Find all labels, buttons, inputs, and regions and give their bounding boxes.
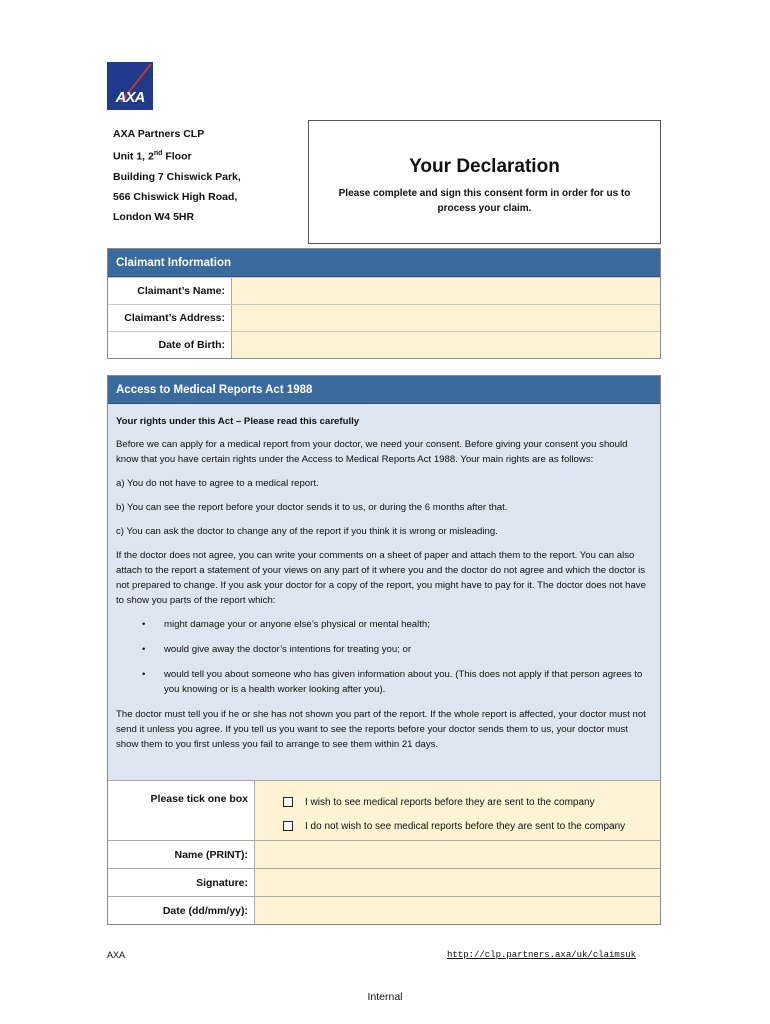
address-line-5: London W4 5HR [113, 210, 195, 223]
see-reports-checkbox[interactable] [283, 797, 293, 807]
list-item [116, 667, 652, 697]
name-print-row [108, 840, 660, 868]
list-item-text: would give away the doctor’s intentions for treating you; or [164, 644, 412, 655]
declaration-subtitle: Please complete and sign this consent form in order for us to process your claim. [338, 188, 631, 214]
list-item-text: might damage your or anyone else’s physical or mental health; [164, 619, 430, 630]
claimant-address-field[interactable] [231, 305, 660, 331]
signature-label: Signature: [108, 869, 254, 896]
claimant-information-section [107, 248, 661, 359]
act-paragraph-2: If the doctor does not agree, you can write your comments on a sheet of paper and attach them to the report. You can also attach to the report a statement of your views on any part of it where you and the doctor do not agree and which the doctor is not prepared to change. If you ask your doctor for a copy of the report, you might have to pay for it. The doctor does not have to show you parts of the report which: [116, 550, 646, 606]
footer-company: AXA [107, 950, 126, 960]
name-print-field[interactable] [254, 841, 660, 868]
date-of-birth-label: Date of Birth: [108, 332, 231, 358]
logo-text: AXA [115, 89, 145, 106]
right-b: b) You can see the report before your doctor sends it to us, or during the 6 months after that. [116, 502, 508, 513]
address-line-2-sup: nd [153, 150, 163, 157]
list-item [116, 617, 652, 632]
claimant-address-row [108, 304, 660, 331]
company-address [113, 124, 241, 227]
exceptions-list [116, 617, 652, 697]
medical-reports-act-section [107, 375, 661, 925]
tick-box-row [108, 780, 660, 840]
address-line-1: AXA Partners CLP [113, 128, 205, 140]
act-paragraph-1: Before we can apply for a medical report from your doctor, we need your consent. Before giving your consent you should know that you have certain rights under the Access to Medical Reports Act 1988. Your main rights are as follows: [116, 439, 628, 465]
address-line-2-text: Unit 1, 2 [113, 150, 154, 163]
signature-field[interactable] [254, 869, 660, 896]
claimant-address-label: Claimant’s Address: [108, 305, 231, 331]
classification-label: Internal [367, 991, 403, 1003]
list-item-text: would tell you about someone who has given information about you. (This does not apply if that person agrees to you knowing or is a health worker looking after you). [164, 669, 643, 695]
list-item [116, 642, 652, 657]
not-see-reports-checkbox[interactable] [283, 821, 293, 831]
claimant-section-header: Claimant Information [108, 249, 660, 277]
tick-box-label: Please tick one box [108, 781, 254, 840]
date-of-birth-row [108, 331, 660, 358]
claimant-name-row [108, 277, 660, 304]
date-of-birth-field[interactable] [231, 332, 660, 358]
date-field[interactable] [254, 897, 660, 924]
address-line-3: Building 7 Chiswick Park, [113, 170, 241, 183]
act-subheading: Your rights under this Act – Please read this carefully [116, 416, 360, 427]
name-print-label: Name (PRINT): [108, 841, 254, 868]
address-line-2 [113, 144, 241, 167]
date-label: Date (dd/mm/yy): [108, 897, 254, 924]
option-not-see-reports[interactable] [255, 814, 660, 838]
claimant-name-label: Claimant’s Name: [108, 278, 231, 304]
bullet-icon: • [142, 644, 146, 655]
option-see-reports[interactable] [255, 790, 660, 814]
declaration-box [308, 120, 661, 244]
declaration-title: Your Declaration [409, 156, 560, 177]
act-section-body [108, 404, 660, 780]
tick-box-options [254, 781, 660, 840]
address-line-4: 566 Chiswick High Road, [113, 190, 238, 203]
bullet-icon: • [142, 619, 146, 630]
axa-logo [107, 62, 153, 110]
right-a: a) You do not have to agree to a medical report. [116, 478, 319, 489]
footer-url-link[interactable]: http://clp.partners.axa/uk/claimsuk [447, 950, 637, 960]
date-row [108, 896, 660, 924]
bullet-icon: • [142, 669, 146, 680]
act-section-header: Access to Medical Reports Act 1988 [108, 376, 660, 404]
right-c: c) You can ask the doctor to change any of the report if you think it is wrong or misleading. [116, 526, 498, 537]
not-see-reports-label: I do not wish to see medical reports before they are sent to the company [305, 820, 626, 832]
act-paragraph-3: The doctor must tell you if he or she has not shown you part of the report. If the whole report is affected, your doctor must not send it unless you agree. If you tell us you want to see the reports before your doctor sends them to us, your doctor must show them to you first unless you fail to arrange to see them within 21 days. [116, 709, 646, 750]
see-reports-label: I wish to see medical reports before they are sent to the company [305, 796, 595, 808]
address-line-2-floor: Floor [162, 150, 192, 163]
claimant-name-field[interactable] [231, 278, 660, 304]
signature-row [108, 868, 660, 896]
